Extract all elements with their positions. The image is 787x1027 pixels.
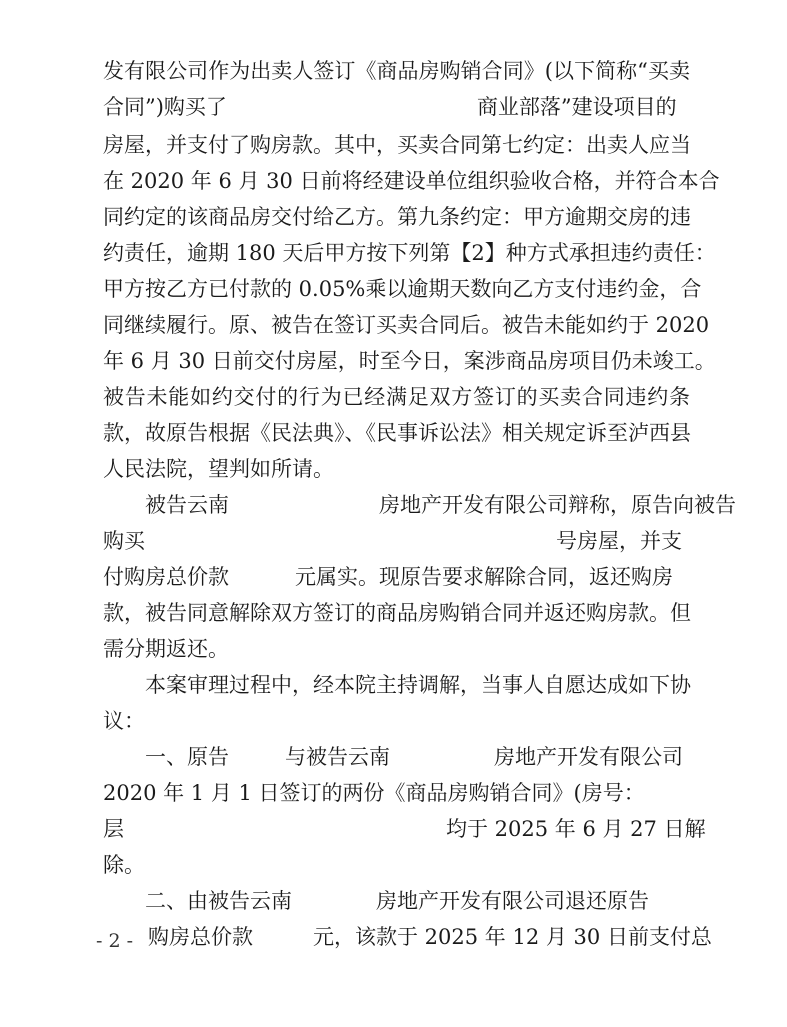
- text-line: 同继续履行。原、被告在签订买卖合同后。被告未能如约于 2020: [103, 313, 710, 337]
- text-line: 人民法院，望判如所请。: [103, 457, 334, 481]
- text-line: 在 2020 年 6 月 30 日前将经建设单位组织验收合格，并符合本合: [103, 169, 720, 193]
- text-line: 付购房总价款 元属实。现原告要求解除合同，返还购房: [103, 565, 673, 589]
- text-line: 甲方按乙方已付款的 0.05%乘以逾期天数向乙方支付违约金，合: [103, 277, 702, 301]
- text-line: 房屋，并支付了购房款。其中，买卖合同第七约定：出卖人应当: [103, 133, 691, 157]
- text-line: 议：: [103, 709, 145, 733]
- text-line: 年 6 月 30 日前交付房屋，时至今日，案涉商品房项目仍未竣工。: [103, 349, 716, 373]
- text-line: 除。: [103, 853, 145, 877]
- text-line: 发有限公司作为出卖人签订《商品房购销合同》(以下简称“买卖: [103, 59, 690, 83]
- text-line: 二、由被告云南 房地产开发有限公司退还原告: [145, 889, 649, 913]
- text-line: 款，被告同意解除双方签订的商品房购销合同并返还购房款。但: [103, 601, 691, 625]
- text-line: 被告未能如约交付的行为已经满足双方签订的买卖合同违约条: [103, 385, 690, 409]
- text-line: 购房总价款 元，该款于 2025 年 12 月 30 日前支付总: [148, 925, 712, 949]
- text-line: 款，故原告根据《民法典》、《民事诉讼法》相关规定诉至泸西县: [103, 421, 691, 445]
- page-number: - 2 -: [96, 930, 134, 952]
- text-line: 被告云南 房地产开发有限公司辩称，原告向被告: [145, 493, 736, 517]
- text-line: 层 均于 2025 年 6 月 27 日解: [103, 817, 706, 841]
- text-line: 合同”)购买了 商业部落”建设项目的: [103, 95, 677, 119]
- text-line: 需分期返还。: [103, 637, 229, 661]
- text-line: 购买 号房屋，并支: [103, 529, 682, 553]
- text-line: 同约定的该商品房交付给乙方。第九条约定：甲方逾期交房的违: [103, 205, 691, 229]
- text-line: 一、原告 与被告云南 房地产开发有限公司: [145, 745, 683, 769]
- text-line: 本案审理过程中，经本院主持调解，当事人自愿达成如下协: [145, 673, 691, 697]
- text-line: 2020 年 1 月 1 日签订的两份《商品房购销合同》(房号：: [103, 781, 645, 805]
- text-line: 约责任，逾期 180 天后甲方按下列第【2】种方式承担违约责任：: [103, 241, 716, 265]
